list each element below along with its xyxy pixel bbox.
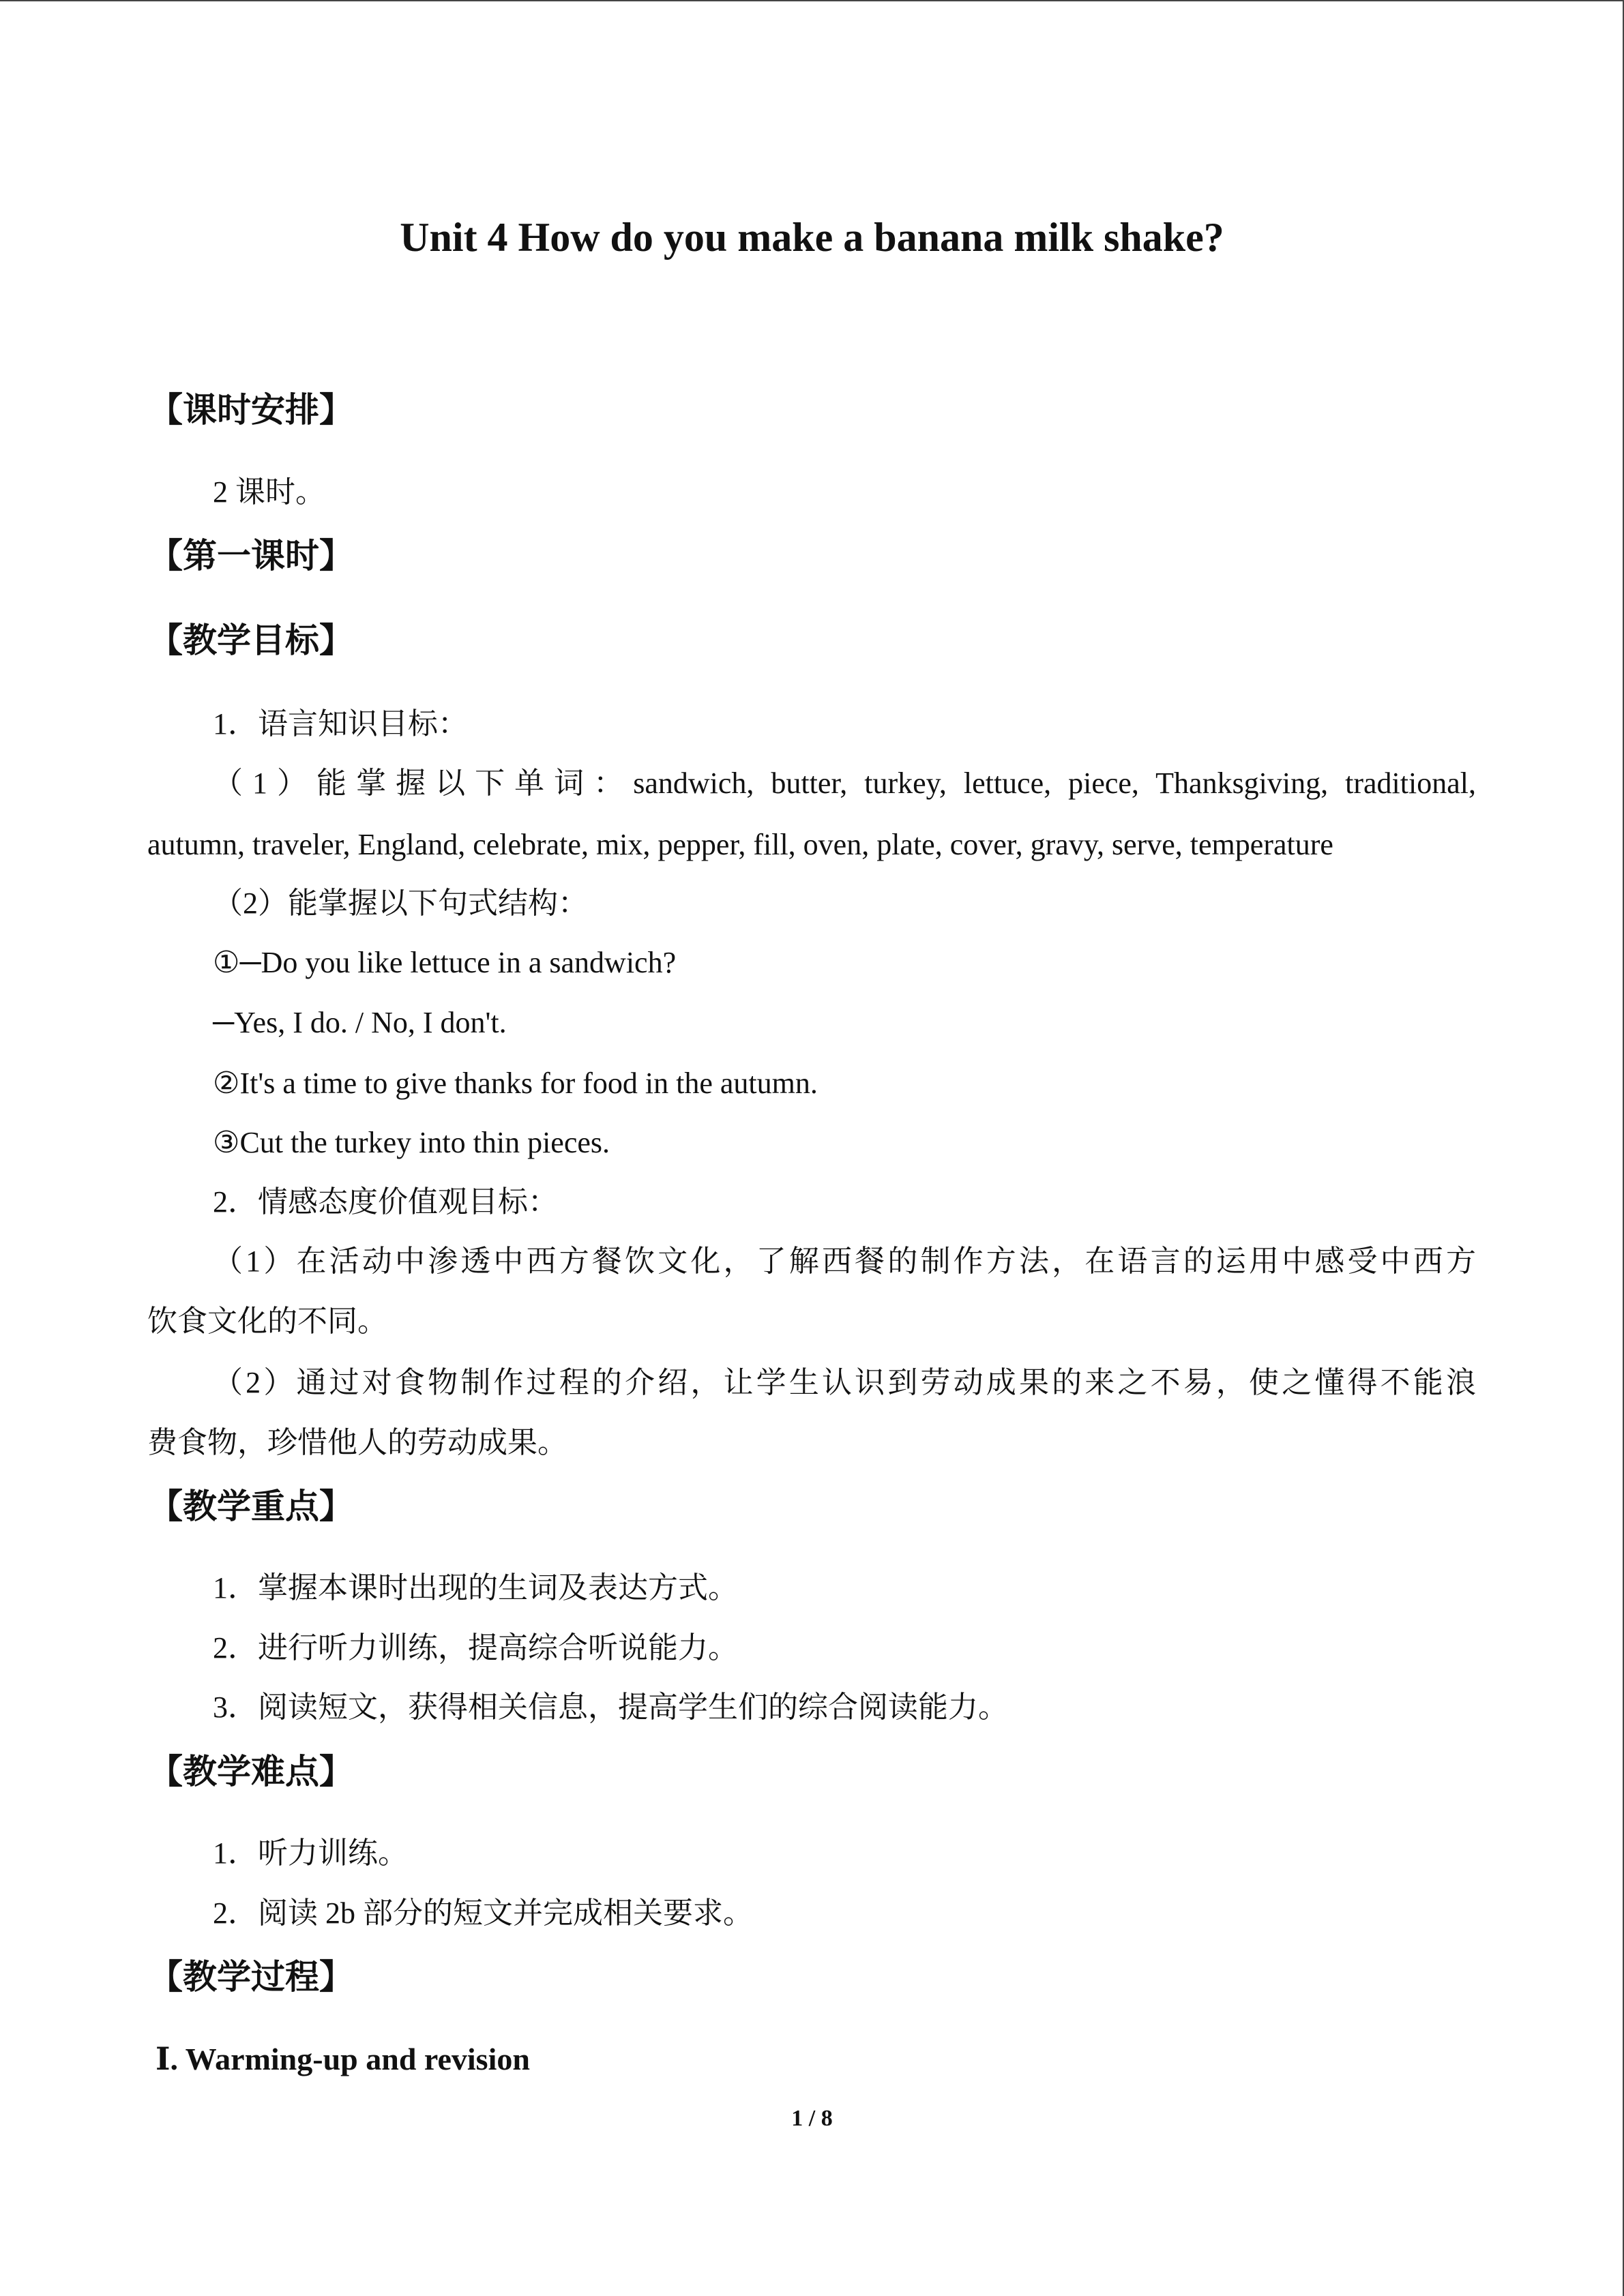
key-point-3: 3．阅读短文，获得相关信息，提高学生们的综合阅读能力。 [213,1690,1008,1724]
schedule-heading: 【课时安排】 [149,390,353,430]
sentence-2: ②It's a time to give thanks for food in the autumn. [213,1067,818,1100]
difficulties-heading: 【教学难点】 [149,1752,353,1791]
key-points-heading: 【教学重点】 [149,1487,353,1526]
process-step-1: Ⅰ. Warming-up and revision [156,2042,530,2076]
objective-2-sub2-line2: 费食物，珍惜他人的劳动成果。 [147,1426,567,1459]
objectives-heading: 【教学目标】 [149,621,353,660]
schedule-text: 2 课时。 [213,475,325,509]
objective-2-title: 2．情感态度价值观目标： [213,1185,558,1219]
objective-1-sub2: （2）能掌握以下句式结构： [213,886,588,920]
sentence-3: ③Cut the turkey into thin pieces. [213,1126,610,1159]
objective-1-title: 1．语言知识目标： [213,707,468,741]
objective-2-sub1-line1: （1）在活动中渗透中西方餐饮文化，了解西餐的制作方法，在语言的运用中感受中西方 [213,1244,1476,1278]
page-number: 1 / 8 [791,2106,833,2131]
objective-2-sub1-line2: 饮食文化的不同。 [147,1304,387,1338]
difficulty-2: 2．阅读 2b 部分的短文并完成相关要求。 [213,1896,753,1930]
sentence-1-answer: ─Yes, I do. / No, I don't. [213,1006,507,1039]
process-heading: 【教学过程】 [149,1957,353,1997]
objective-1-sub1-line2: autumn, traveler, England, celebrate, mix, pepper, fill, oven, plate, cover, gravy, serve, temperature [147,828,1333,861]
period1-heading: 【第一课时】 [149,536,353,576]
page-title: Unit 4 How do you make a banana milk shake? [400,215,1224,260]
key-point-1: 1．掌握本课时出现的生词及表达方式。 [213,1571,738,1605]
objective-2-sub2-line1: （2）通过对食物制作过程的介绍，让学生认识到劳动成果的来之不易，使之懂得不能浪 [213,1366,1476,1399]
key-point-2: 2．进行听力训练，提高综合听说能力。 [213,1631,738,1665]
objective-1-sub1-line1: （1）能掌握以下单词：sandwich, butter, turkey, lettuce, piece, Thanksgiving, traditional, [213,766,1476,800]
sentence-1-question: ①─Do you like lettuce in a sandwich? [213,946,677,979]
difficulty-1: 1．听力训练。 [213,1836,408,1870]
